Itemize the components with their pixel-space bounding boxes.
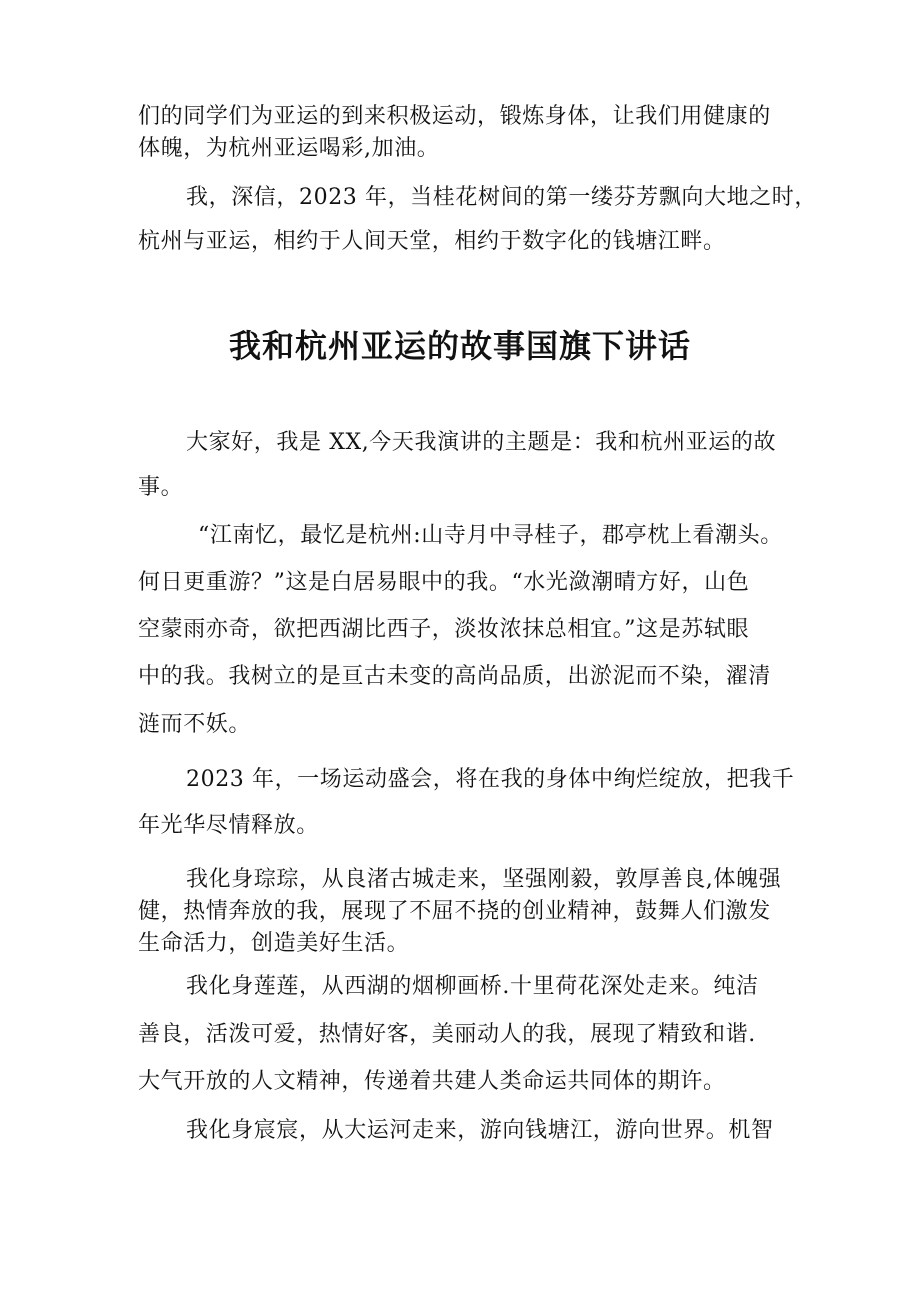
text-line: 空蒙雨亦奇，欲把西湖比西子，淡妆浓抹总相宜。”这是苏轼眼 — [138, 617, 750, 642]
text-line: 中的我。我树立的是亘古未变的高尚品质，出淤泥而不染，濯清 — [138, 664, 771, 689]
text-line: 年光华尽情释放。 — [138, 813, 319, 838]
text-line: 何日更重游？”这是白居易眼中的我。“水光潋潮晴方好，山色 — [138, 570, 750, 595]
text-line: 大家好，我是 XX,今天我演讲的主题是：我和杭州亚运的故 — [186, 430, 777, 455]
text-line: 体魄，为杭州亚运喝彩,加油。 — [138, 136, 440, 161]
page-title: 我和杭州亚运的故事国旗下讲话 — [228, 327, 691, 365]
text-line: 大气开放的人文精神，传递着共建人类命运共同体的期许。 — [138, 1069, 726, 1094]
text-line: 涟而不妖。 — [138, 712, 252, 737]
text-line: “江南忆，最忆是杭州:山寺月中寻桂子，郡亭枕上看潮头。 — [198, 523, 783, 548]
text-line: 健，热情奔放的我，展现了不屈不挠的创业精神，鼓舞人们激发 — [138, 899, 771, 924]
text-line: 事。 — [138, 475, 184, 500]
text-line: 我化身莲莲，从西湖的烟柳画桥.十里荷花深处走来。纯洁 — [186, 974, 759, 999]
text-line: 我化身宸宸，从大运河走来，游向钱塘江，游向世界。机智 — [186, 1118, 774, 1143]
text-line: 们的同学们为亚运的到来积极运动，锻炼身体，让我们用健康的 — [138, 104, 771, 129]
text-line: 生命活力，创造美好生活。 — [138, 931, 410, 956]
text-line: 我，深信，2023 年，当桂花树间的第一缕芬芳飘向大地之时， — [186, 185, 817, 210]
text-line: 我化身琮琮，从良渚古城走来，坚强刚毅，敦厚善良,体魄强 — [186, 867, 782, 892]
text-line: 善良，活泼可爱，热情好客，美丽动人的我，展现了精致和谐. — [138, 1022, 756, 1047]
text-line: 杭州与亚运，相约于人间天堂，相约于数字化的钱塘江畔。 — [138, 229, 726, 254]
text-line: 2023 年，一场运动盛会，将在我的身体中绚烂绽放，把我千 — [186, 767, 795, 792]
